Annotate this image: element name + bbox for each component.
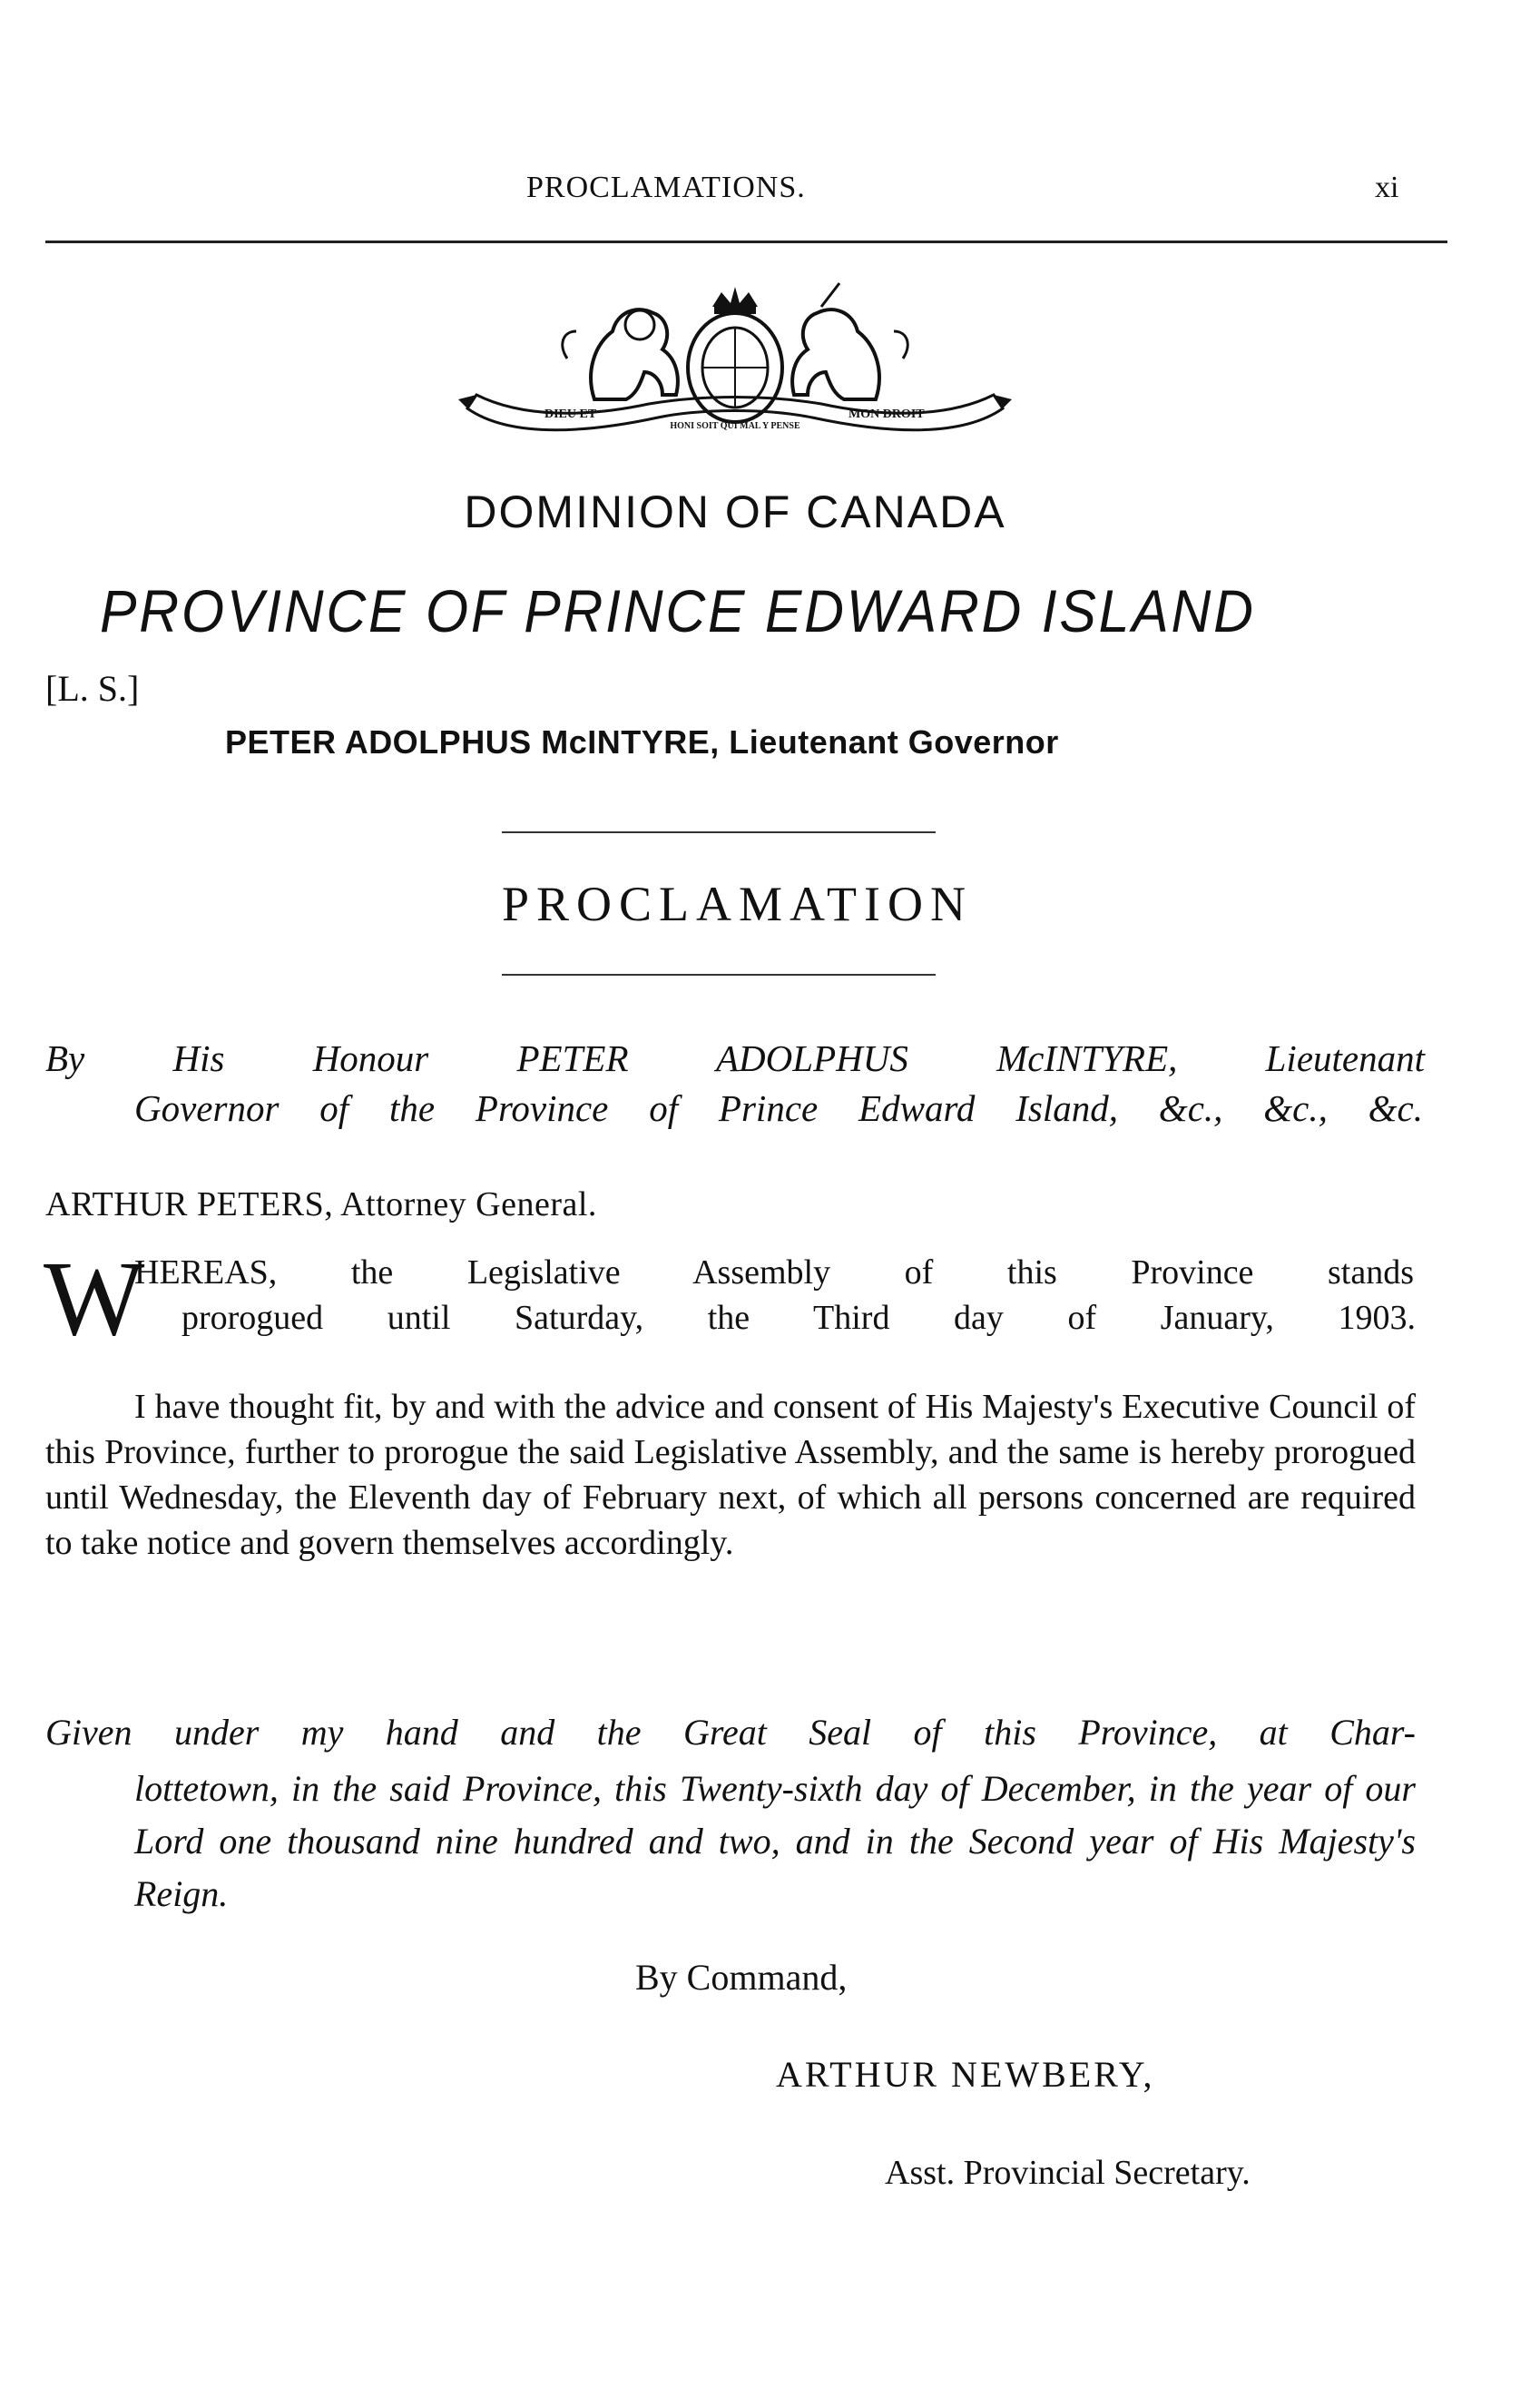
body-paragraph: I have thought fit, by and with the advice and consent of His Majesty's Executive Council of this Province, further to prorogue the said Legislative Assembly, and the same is hereby prorogued until Wednesday, the Eleventh day of February next, of which all persons concerned are required to take notice and govern themselves accordingly. xyxy=(45,1388,1416,1562)
title-rule-top xyxy=(502,831,936,833)
by-honour-line-1: By His Honour PETER ADOLPHUS McINTYRE, Lieutenant xyxy=(45,1037,1425,1079)
proclamation-title: PROCLAMATION xyxy=(501,877,974,931)
by-honour-line-2: Governor of the Province of Prince Edward Island, &c., &c., &c. xyxy=(134,1087,1423,1129)
seal-motto-right: MON DROIT xyxy=(848,408,925,421)
seal-garter-motto: HONI SOIT QUI MAL Y PENSE xyxy=(670,421,800,431)
locus-sigilli-mark: [L. S.] xyxy=(45,668,140,709)
governor-line: PETER ADOLPHUS McINTYRE, Lieutenant Governor xyxy=(225,723,1059,761)
page-number: xi xyxy=(1375,171,1399,204)
attorney-general-line: ARTHUR PETERS, Attorney General. xyxy=(45,1185,597,1223)
by-command: By Command, xyxy=(635,1957,848,1998)
given-under-rest: lottetown, in the said Province, this Twenty-sixth day of December, in the year of our Lord one thousand nine hundred and two, and in the Second year of His Majesty's Reign. xyxy=(134,1768,1416,1914)
whereas-line-2: prorogued until Saturday, the Third day of January, 1903. xyxy=(181,1299,1416,1337)
dominion-heading: DOMINION OF CANADA xyxy=(464,486,1006,537)
whereas-line-1: HEREAS, the Legislative Assembly of this Province stands xyxy=(134,1253,1414,1292)
drop-cap: W xyxy=(44,1239,145,1358)
running-head-title: PROCLAMATIONS. xyxy=(526,171,806,204)
seal-motto-left: DIEU ET xyxy=(544,408,597,421)
royal-coat-of-arms xyxy=(458,281,1012,445)
given-under-line-1: Given under my hand and the Great Seal of this Province, at Char- xyxy=(45,1712,1416,1753)
title-rule-bottom xyxy=(502,974,936,976)
signatory-title: Asst. Provincial Secretary. xyxy=(885,2154,1251,2192)
province-heading: PROVINCE OF PRINCE EDWARD ISLAND xyxy=(100,577,1256,644)
header-rule xyxy=(45,241,1447,243)
signatory-name: ARTHUR NEWBERY, xyxy=(776,2054,1155,2095)
